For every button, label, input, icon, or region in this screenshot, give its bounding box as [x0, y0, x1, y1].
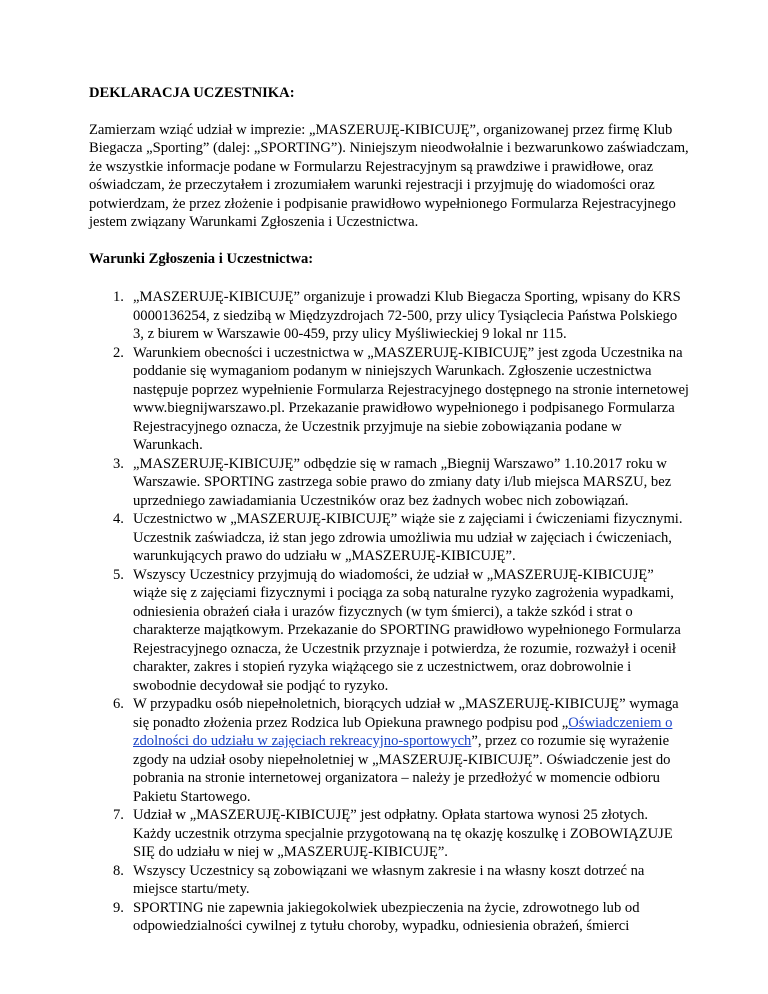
item-number: 4.: [113, 511, 124, 527]
item-number: 7.: [113, 807, 124, 823]
item-text-after-link: ”, przez co rozumie się wyrażenie zgody na udział osoby niepełnoletniej w „MASZERUJĘ-KIBICUJĘ”. Oświadczenie jest do pobrania na stronie internetowej organizatora – należy je przedłożyć w momencie odbioru Pakietu Startowego.: [133, 733, 671, 805]
intro-paragraph: Zamierzam wziąć udział w imprezie: „MASZERUJĘ-KIBICUJĘ”, organizowanej przez firmę Klub Biegacza „Sporting” (dalej: „SPORTING”). Niniejszym nieodwołalnie i bezwarunkowo zaświadczam, że wszystkie informacje podane w Formularzu Rejestracyjnym są prawdziwe i prawidłowe, oraz oświadczam, że przeczytałem i zrozumiałem warunki rejestracji i przyjmuję do wiadomości oraz potwierdzam, że przez złożenie i podpisanie prawidłowo wypełnionego Formularza Rejestracyjnego jestem związany Warunkami Zgłoszenia i Uczestnictwa.: [89, 121, 689, 230]
item-number: 6.: [113, 696, 124, 712]
list-item: [89, 344, 689, 455]
item-number: 8.: [113, 862, 124, 879]
conditions-heading: Warunki Zgłoszenia i Uczestnictwa:: [89, 250, 314, 267]
list-item: [89, 899, 689, 936]
item-number: 2.: [113, 344, 124, 361]
item-text: Warunkiem obecności i uczestnictwa w „MASZERUJĘ-KIBICUJĘ” jest zgoda Uczestnika na poddanie się wymaganiom podanym w niniejszych Warunkach. Zgłoszenie uczestnictwa następuje poprzez wypełnienie Formularza Rejestracyjnego dostępnego na stronie internetowej www.biegnijwarszawo.pl. Przekazanie prawidłowo wypełnionego i podpisanego Formularza Rejestracyjnego oznacza, że Uczestnik przyjmuje na siebie zobowiązania podane w Warunkach.: [133, 344, 689, 453]
item-number: 5.: [113, 566, 124, 583]
item-text: „MASZERUJĘ-KIBICUJĘ” organizuje i prowadzi Klub Biegacza Sporting, wpisany do KRS 0000136254, z siedzibą w Międzyzdrojach 72-500, przy ulicy Tysiąclecia Państwa Polskiego 3, z biurem w Warszawie 00-459, przy ulicy Myśliwieckiej 9 lokal nr 115.: [133, 289, 681, 342]
item-text: Udział w „MASZERUJĘ-KIBICUJĘ” jest odpłatny. Opłata startowa wynosi 25 złotych. Każdy uczestnik otrzyma specjalnie przygotowaną na tę okazję koszulkę i ZOBOWIĄZUJE SIĘ do udziału w niej w „MASZERUJĘ-KIBICUJĘ”.: [133, 807, 673, 860]
item-text: Uczestnictwo w „MASZERUJĘ-KIBICUJĘ” wiąże sie z zajęciami i ćwiczeniami fizycznymi. Uczestnik zaświadcza, iż stan jego zdrowia umożliwia mu udział w zajęciach i ćwiczeniach, warunkujących prawo do udziału w „MASZERUJĘ-KIBICUJĘ”.: [133, 511, 683, 564]
document-body: [89, 84, 689, 936]
list-item: [89, 862, 689, 899]
item-number: 3.: [113, 455, 124, 472]
list-item: [89, 806, 689, 862]
item-text: Wszyscy Uczestnicy przyjmują do wiadomości, że udział w „MASZERUJĘ-KIBICUJĘ” wiąże się z zajęciami fizycznymi i pociąga za sobą naturalne ryzyko zagrożenia wypadkami, odniesienia obrażeń ciała i urazów fizycznych (w tym śmierci), a także szkód i strat o charakterze majątkowym. Przekazanie do SPORTING prawidłowo wypełnionego Formularza Rejestracyjnego oznacza, że Uczestnik przyznaje i potwierdza, że rozumie, rozważył i ocenił charakter, zakres i stopień ryzyka wiążącego sie z uczestnictwem, oraz dobrowolnie i swobodnie decydował sie podjąć to ryzyko.: [133, 566, 681, 694]
list-item: [89, 566, 689, 696]
item-number: 1.: [113, 289, 124, 305]
conditions-list: [89, 288, 689, 936]
list-item: [89, 695, 689, 806]
item-text-before-link: W przypadku osób niepełnoletnich, biorących udział w „MASZERUJĘ-KIBICUJĘ” wymaga się ponadto złożenia przez Rodzica lub Opiekuna prawnego podpisu pod „: [133, 696, 679, 731]
item-text: Wszyscy Uczestnicy są zobowiązani we własnym zakresie i na własny koszt dotrzeć na miejsce startu/mety.: [133, 862, 645, 897]
item-text: SPORTING nie zapewnia jakiegokolwiek ubezpieczenia na życie, zdrowotnego lub od odpowiedzialności cywilnej z tytułu choroby, wypadku, odniesienia obrażeń, śmierci: [133, 899, 640, 934]
statement-document-link[interactable]: Oświadczeniem o zdolności do udziału w zajęciach rekreacyjno-sportowych: [133, 714, 673, 749]
item-number: 9.: [113, 899, 124, 916]
list-item: [89, 455, 689, 511]
list-item: [89, 510, 689, 566]
page-title: DEKLARACJA UCZESTNIKA:: [89, 85, 295, 101]
list-item: [89, 288, 689, 344]
item-text: „MASZERUJĘ-KIBICUJĘ” odbędzie się w ramach „Biegnij Warszawo” 1.10.2017 roku w Warszawie. SPORTING zastrzega sobie prawo do zmiany daty i/lub miejsca MARSZU, bez uprzedniego zawiadamiania Uczestników oraz bez żadnych wobec nich zobowiązań.: [133, 455, 672, 509]
